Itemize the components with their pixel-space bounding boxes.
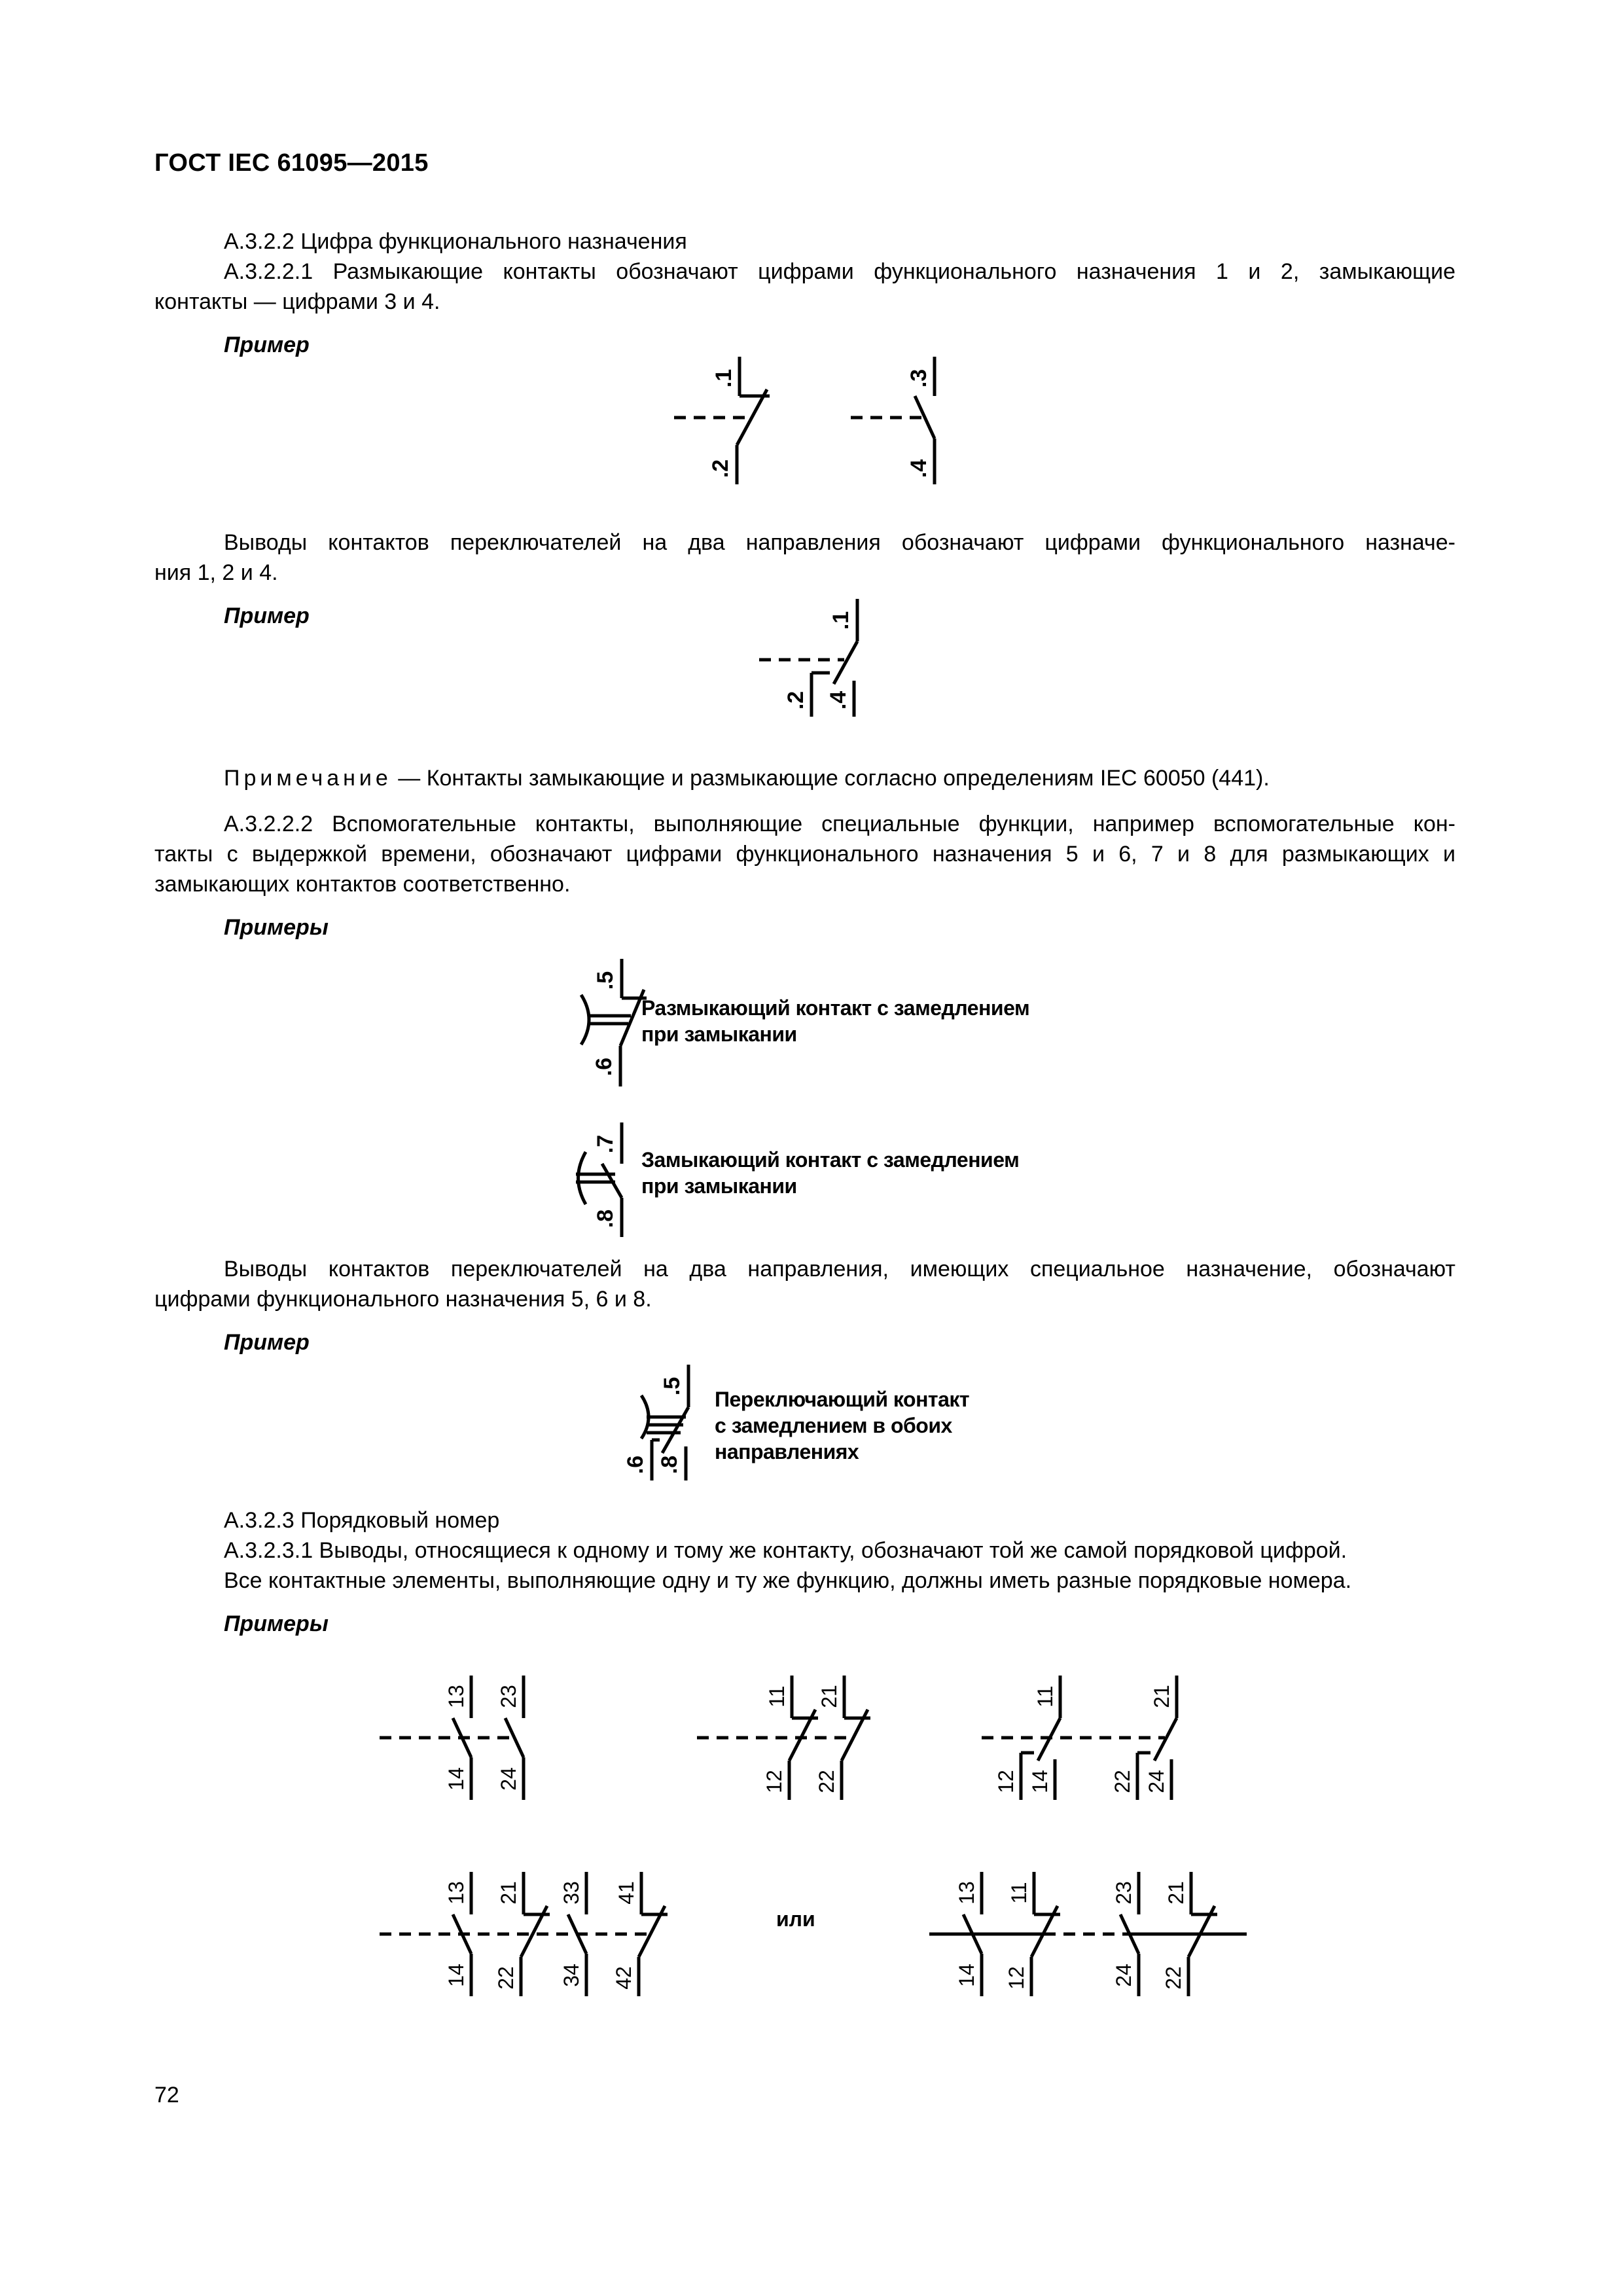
figure-caption: Переключающий контакт bbox=[715, 1388, 970, 1411]
terminal-number: 11 bbox=[1033, 1685, 1057, 1708]
paragraph-line: А.3.2.3.1 Выводы, относящиеся к одному и тому же контакту, обозначают той же самой порядковой цифрой. bbox=[224, 1538, 1347, 1563]
four-contacts-solid-diagram bbox=[916, 1859, 1257, 2009]
paragraph-line: Выводы контактов переключателей на два направления, имеющих специальное назначение, обозначают bbox=[224, 1257, 1455, 1282]
paragraph-line: контакты — цифрами 3 и 4. bbox=[154, 289, 440, 314]
figure-caption: при замыкании bbox=[641, 1174, 797, 1198]
terminal-number: 14 bbox=[955, 1964, 978, 1987]
terminal-label: .2 bbox=[708, 459, 733, 478]
figure-caption: направлениях bbox=[715, 1440, 859, 1463]
terminal-number: 13 bbox=[444, 1881, 468, 1905]
terminal-number: 23 bbox=[497, 1685, 520, 1708]
terminal-number: 14 bbox=[444, 1964, 468, 1987]
terminal-number: 14 bbox=[1028, 1770, 1052, 1793]
paragraph-line: ния 1, 2 и 4. bbox=[154, 560, 278, 585]
terminal-label: .6 bbox=[592, 1057, 616, 1077]
terminal-label: .2 bbox=[783, 691, 808, 710]
terminal-label: .5 bbox=[660, 1376, 685, 1396]
example-label: Примеры bbox=[224, 915, 329, 940]
terminal-number: 12 bbox=[1005, 1966, 1028, 1990]
terminal-number: 21 bbox=[497, 1881, 520, 1905]
paragraph-line: такты с выдержкой времени, обозначают цифрами функционального назначения 5 и 6, 7 и 8 для размыкающих и bbox=[154, 842, 1455, 867]
note-text: — Контакты замыкающие и размыкающие согласно определениям IEC 60050 (441). bbox=[391, 766, 1270, 791]
terminal-number: 24 bbox=[1145, 1770, 1168, 1793]
two-no-contacts-diagram bbox=[366, 1662, 550, 1813]
no-delayed-contact-diagram bbox=[550, 1113, 654, 1244]
terminal-number: 34 bbox=[560, 1964, 583, 1987]
section-title: А.3.2.3 Порядковый номер bbox=[224, 1508, 500, 1533]
terminal-label: .4 bbox=[906, 459, 931, 478]
figure-caption: Замыкающий контакт с замедлением bbox=[641, 1148, 1020, 1172]
figure-caption: с замедлением в обоих bbox=[715, 1414, 952, 1437]
changeover-delayed-contact-diagram bbox=[615, 1355, 720, 1486]
paragraph-line: цифрами функционального назначения 5, 6 и 8. bbox=[154, 1287, 652, 1312]
terminal-number: 13 bbox=[444, 1685, 468, 1708]
or-label: или bbox=[776, 1907, 815, 1931]
terminal-label: .5 bbox=[593, 971, 618, 990]
two-changeover-contacts-diagram bbox=[969, 1662, 1204, 1813]
terminal-number: 24 bbox=[1112, 1964, 1135, 1987]
paragraph-line: замыкающих контактов соответственно. bbox=[154, 872, 571, 897]
figure-caption: Размыкающий контакт с замедлением bbox=[641, 996, 1030, 1020]
paragraph-line: А.3.2.2.2 Вспомогательные контакты, выполняющие специальные функции, например вспомогательные кон- bbox=[224, 812, 1455, 836]
terminal-number: 24 bbox=[497, 1767, 520, 1791]
terminal-label: .3 bbox=[906, 368, 931, 388]
terminal-number: 11 bbox=[765, 1685, 789, 1708]
terminal-number: 12 bbox=[762, 1770, 786, 1793]
paragraph-line: Все контактные элементы, выполняющие одну и ту же функцию, должны иметь разные порядковые номера. bbox=[224, 1568, 1352, 1593]
example-label: Пример bbox=[224, 603, 310, 628]
terminal-number: 22 bbox=[1162, 1966, 1185, 1990]
section-title: А.3.2.2 Цифра функционального назначения bbox=[224, 229, 687, 254]
document-header: ГОСТ IEC 61095—2015 bbox=[154, 149, 429, 177]
terminal-number: 12 bbox=[994, 1770, 1018, 1793]
terminal-number: 11 bbox=[1007, 1882, 1031, 1904]
figure-caption: при замыкании bbox=[641, 1022, 797, 1046]
terminal-number: 13 bbox=[955, 1881, 978, 1905]
example-label: Пример bbox=[224, 332, 310, 357]
terminal-number: 23 bbox=[1112, 1881, 1135, 1905]
terminal-number: 22 bbox=[494, 1966, 518, 1990]
terminal-label: .1 bbox=[711, 368, 736, 388]
two-nc-contacts-diagram bbox=[681, 1662, 877, 1813]
terminal-number: 21 bbox=[1164, 1881, 1188, 1905]
terminal-label: .8 bbox=[657, 1455, 682, 1475]
paragraph-line: А.3.2.2.1 Размыкающие контакты обозначают цифрами функционального назначения 1 и 2, замыкающие bbox=[224, 259, 1455, 284]
note-label: Примечание bbox=[224, 766, 392, 791]
terminal-label: .8 bbox=[593, 1209, 618, 1229]
contact-diagram-nc-no bbox=[654, 340, 982, 497]
terminal-number: 33 bbox=[560, 1881, 583, 1905]
terminal-number: 14 bbox=[444, 1767, 468, 1791]
four-contacts-dashed-diagram bbox=[366, 1859, 707, 2009]
page-number: 72 bbox=[154, 2083, 179, 2108]
terminal-number: 41 bbox=[615, 1881, 638, 1905]
terminal-number: 42 bbox=[612, 1966, 635, 1990]
paragraph-line: Выводы контактов переключателей на два направления обозначают цифрами функционального назначе- bbox=[224, 530, 1455, 555]
terminal-label: .7 bbox=[593, 1134, 618, 1154]
nc-delayed-contact-diagram bbox=[550, 949, 654, 1093]
changeover-contact-diagram bbox=[740, 589, 910, 733]
terminal-label: .6 bbox=[623, 1455, 648, 1475]
example-label: Примеры bbox=[224, 1611, 329, 1636]
terminal-number: 21 bbox=[817, 1685, 841, 1708]
terminal-number: 22 bbox=[815, 1770, 838, 1793]
terminal-number: 22 bbox=[1111, 1770, 1134, 1793]
terminal-label: .1 bbox=[829, 611, 853, 630]
terminal-number: 21 bbox=[1150, 1685, 1173, 1708]
terminal-label: .4 bbox=[826, 691, 851, 710]
note bbox=[224, 763, 1270, 793]
example-label: Пример bbox=[224, 1330, 310, 1355]
